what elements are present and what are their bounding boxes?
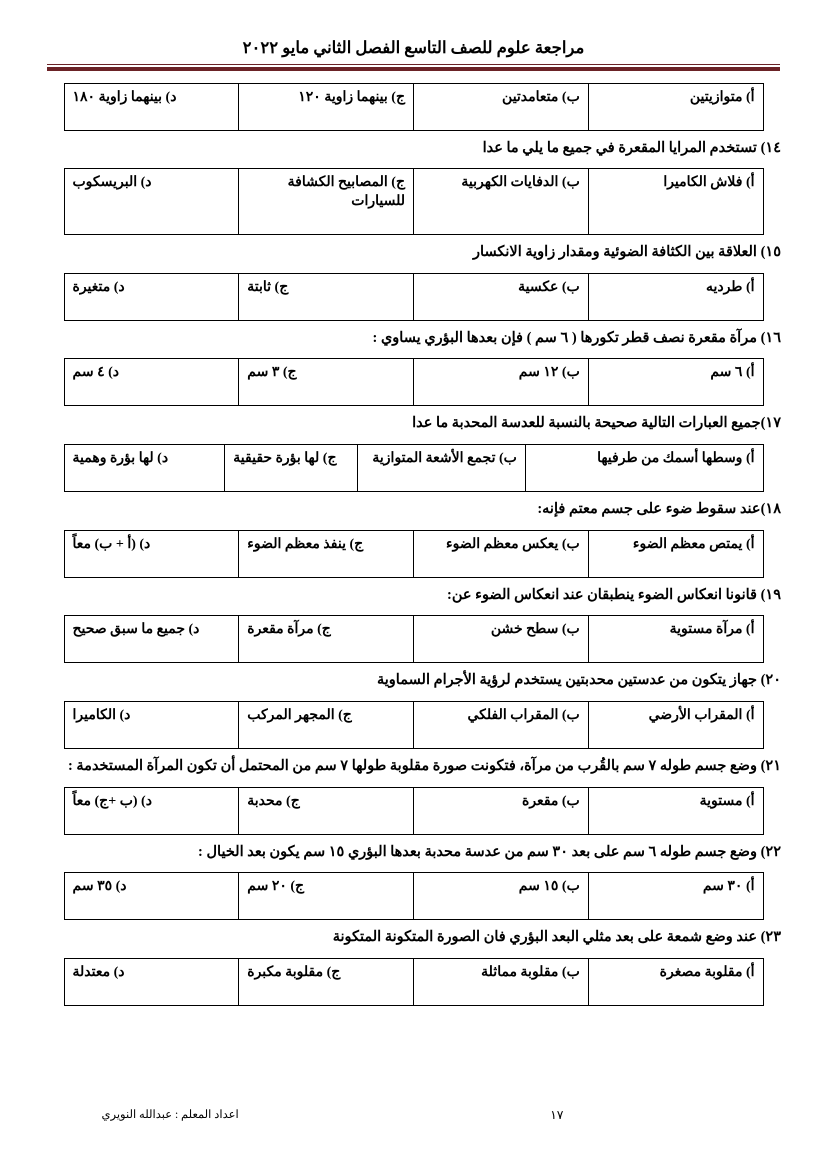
- question-prompt-15: ١٥) العلاقة بين الكثافة الضوئية ومقدار زاوية الانكسار: [473, 244, 781, 261]
- option-c[interactable]: ج) المصابيح الكشافة للسيارات: [239, 169, 414, 235]
- question-prompt-16: ١٦) مرآة مقعرة نصف قطر تكورها ( ٦ سم ) فإن بعدها البؤري يساوي :: [372, 329, 781, 346]
- question-prompt-20: ٢٠) جهاز يتكون من عدستين محدبتين يستخدم لرؤية الأجرام السماوية: [376, 672, 781, 689]
- option-c[interactable]: ج) مقلوبة مكبرة: [239, 958, 414, 1005]
- option-a[interactable]: أ) فلاش الكاميرا: [588, 169, 763, 235]
- option-b[interactable]: ب) سطح خشن: [414, 616, 589, 663]
- option-c[interactable]: ج) محدبة: [239, 787, 414, 834]
- option-b[interactable]: ب) متعامدتين: [414, 83, 589, 130]
- options-table: [64, 273, 764, 321]
- option-a[interactable]: أ) وسطها أسمك من طرفيها: [525, 445, 763, 492]
- table-row: [64, 702, 763, 749]
- table-row: [64, 530, 763, 577]
- header-divider-thin-line: [47, 64, 780, 66]
- question-prompt-17: ١٧)جميع العبارات التالية صحيحة بالنسبة للعدسة المحدبة ما عدا: [412, 415, 781, 432]
- option-c[interactable]: ج) ٢٠ سم: [239, 873, 414, 920]
- table-row: [64, 958, 763, 1005]
- options-table: [64, 958, 764, 1006]
- table-row: [64, 787, 763, 834]
- document-footer: [0, 1107, 827, 1131]
- question-prompt-14: ١٤) تستخدم المرايا المقعرة في جميع ما يلي ما عدا: [482, 139, 781, 156]
- option-c[interactable]: ج) المجهر المركب: [239, 702, 414, 749]
- option-d[interactable]: د) الكاميرا: [64, 702, 239, 749]
- option-c[interactable]: ج) لها بؤرة حقيقية: [225, 445, 358, 492]
- options-table: [64, 358, 764, 406]
- option-d[interactable]: د) بينهما زاوية ١٨٠: [64, 83, 239, 130]
- option-b[interactable]: ب) مقعرة: [414, 787, 589, 834]
- question-prompt-18: ١٨)عند سقوط ضوء على جسم معتم فإنه:: [537, 500, 781, 517]
- option-d[interactable]: د) (ب +ج) معاً: [64, 787, 239, 834]
- header-divider-thick-line: [47, 67, 780, 71]
- page-title: مراجعة علوم للصف التاسع الفصل الثاني مايو ٢٠٢٢: [242, 38, 585, 57]
- option-d[interactable]: د) ٣٥ سم: [64, 873, 239, 920]
- option-a[interactable]: أ) مرآة مستوية: [588, 616, 763, 663]
- table-row: [64, 873, 763, 920]
- options-table: [64, 83, 764, 131]
- page-number: ١٧: [550, 1108, 564, 1122]
- header-divider: [47, 64, 780, 73]
- question-prompt-23: ٢٣) عند وضع شمعة على بعد مثلي البعد البؤري فان الصورة المتكونة المتكونة: [332, 929, 781, 946]
- option-d[interactable]: د) جميع ما سبق صحيح: [64, 616, 239, 663]
- option-b[interactable]: ب) ١٢ سم: [414, 359, 589, 406]
- teacher-credit: اعداد المعلم : عبدالله النويري: [101, 1109, 239, 1121]
- option-a[interactable]: أ) يمتص معظم الضوء: [588, 530, 763, 577]
- option-d[interactable]: د) لها بؤرة وهمية: [64, 445, 225, 492]
- table-row: [64, 83, 763, 130]
- option-d[interactable]: د) (أ + ب) معاً: [64, 530, 239, 577]
- option-a[interactable]: أ) طرديه: [588, 273, 763, 320]
- option-a[interactable]: أ) ٣٠ سم: [588, 873, 763, 920]
- option-d[interactable]: د) متغيرة: [64, 273, 239, 320]
- options-table: [64, 872, 764, 920]
- question-prompt-22: ٢٢) وضع جسم طوله ٦ سم على بعد ٣٠ سم من عدسة محدبة بعدها البؤري ١٥ سم يكون بعد الخيال :: [198, 843, 781, 860]
- option-a[interactable]: أ) ٦ سم: [588, 359, 763, 406]
- option-d[interactable]: د) ٤ سم: [64, 359, 239, 406]
- option-b[interactable]: ب) المقراب الفلكي: [414, 702, 589, 749]
- option-b[interactable]: ب) مقلوبة مماثلة: [414, 958, 589, 1005]
- option-d[interactable]: د) معتدلة: [64, 958, 239, 1005]
- table-row: [64, 359, 763, 406]
- option-c[interactable]: ج) بينهما زاوية ١٢٠: [239, 83, 414, 130]
- option-b[interactable]: ب) ١٥ سم: [414, 873, 589, 920]
- option-b[interactable]: ب) تجمع الأشعة المتوازية: [358, 445, 526, 492]
- options-table: [64, 530, 764, 578]
- table-row: [64, 273, 763, 320]
- options-table: [64, 444, 764, 492]
- question-prompt-21: ٢١) وضع جسم طوله ٧ سم بالقُرب من مرآة، فتكونت صورة مقلوبة طولها ٧ سم من المحتمل أن تكون المرآة المستخدمة :: [67, 757, 781, 774]
- options-table: [64, 701, 764, 749]
- option-c[interactable]: ج) مرآة مقعرة: [239, 616, 414, 663]
- option-a[interactable]: أ) مستوية: [588, 787, 763, 834]
- options-table: [64, 615, 764, 663]
- option-a[interactable]: أ) مقلوبة مصغرة: [588, 958, 763, 1005]
- option-a[interactable]: أ) المقراب الأرضي: [588, 702, 763, 749]
- table-row: [64, 616, 763, 663]
- options-table: [64, 168, 764, 235]
- option-b[interactable]: ب) الدفايات الكهربية: [414, 169, 589, 235]
- option-c[interactable]: ج) ينفذ معظم الضوء: [239, 530, 414, 577]
- option-d[interactable]: د) البريسكوب: [64, 169, 239, 235]
- table-row: [64, 445, 763, 492]
- option-b[interactable]: ب) يعكس معظم الضوء: [414, 530, 589, 577]
- questions-container: [0, 83, 827, 1006]
- question-prompt-19: ١٩) قانونا انعكاس الضوء ينطبقان عند انعكاس الضوء عن:: [446, 586, 781, 603]
- document-header: [0, 0, 827, 73]
- option-c[interactable]: ج) ٣ سم: [239, 359, 414, 406]
- option-b[interactable]: ب) عكسية: [414, 273, 589, 320]
- options-table: [64, 787, 764, 835]
- option-a[interactable]: أ) متوازيتين: [588, 83, 763, 130]
- table-row: [64, 169, 763, 235]
- option-c[interactable]: ج) ثابتة: [239, 273, 414, 320]
